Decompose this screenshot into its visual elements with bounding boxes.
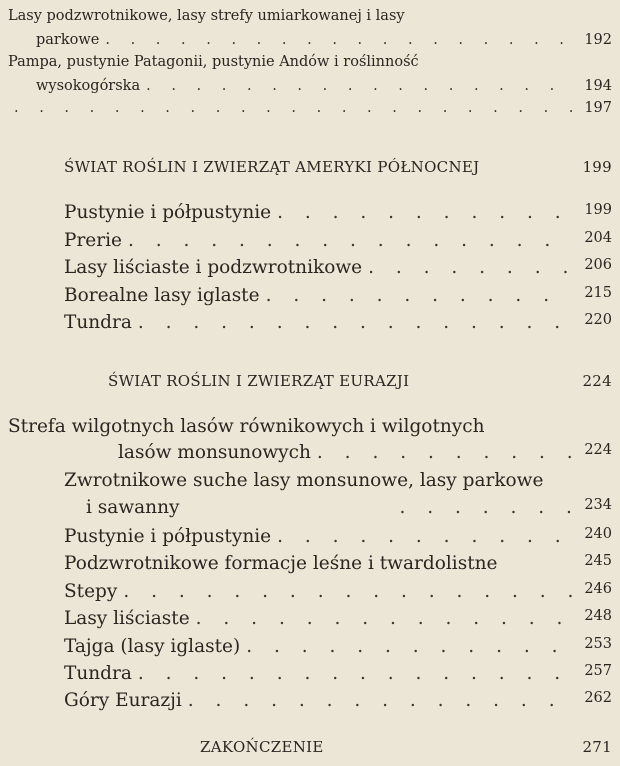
entry-title-line2: i sawanny bbox=[86, 497, 180, 518]
toc-entry bbox=[0, 663, 620, 684]
entry-title-line2: lasów monsunowych bbox=[118, 442, 311, 463]
dot-leader bbox=[277, 526, 572, 547]
page-number: 220 bbox=[584, 312, 612, 328]
dot-leader bbox=[128, 230, 572, 251]
dot-leader bbox=[123, 581, 572, 602]
dot-leader bbox=[196, 608, 572, 629]
dot-leader bbox=[266, 285, 572, 306]
dot-leader bbox=[277, 202, 572, 223]
page-number: 262 bbox=[584, 690, 612, 706]
dot-leader bbox=[138, 663, 572, 684]
toc-entry bbox=[0, 285, 620, 306]
entry-title: Tajga (lasy iglaste) bbox=[64, 636, 241, 657]
toc-entry bbox=[0, 257, 620, 278]
toc-entry-pampa bbox=[0, 54, 620, 70]
page-number: 215 bbox=[584, 285, 612, 301]
entry-title-line2: wysokogórska bbox=[36, 78, 141, 94]
section-title: ŚWIAT ROŚLIN I ZWIERZĄT EURAZJI bbox=[108, 372, 410, 390]
toc-entry-dry-forests bbox=[0, 470, 620, 491]
dot-leader bbox=[188, 690, 572, 711]
dot-leader bbox=[105, 32, 572, 48]
page-number: 246 bbox=[584, 581, 612, 597]
dot-leader bbox=[368, 257, 572, 278]
toc-entry-dry-forests-cont bbox=[0, 497, 620, 518]
entry-title-line1: Lasy podzwrotnikowe, lasy strefy umiarkowanej i lasy bbox=[8, 8, 405, 24]
toc-entry bbox=[0, 230, 620, 251]
toc-entry bbox=[0, 526, 620, 547]
toc-entry bbox=[0, 608, 620, 629]
entry-title-line1: Strefa wilgotnych lasów równikowych i wilgotnych bbox=[8, 416, 485, 437]
entry-title: Tundra bbox=[64, 312, 132, 333]
page-number: 248 bbox=[584, 608, 612, 624]
page-number: 257 bbox=[584, 663, 612, 679]
toc-entry bbox=[0, 581, 620, 602]
entry-title-line2: parkowe bbox=[36, 32, 100, 48]
page-number: 245 bbox=[584, 553, 612, 569]
entry-title: Stepy bbox=[64, 581, 118, 602]
dot-leader bbox=[246, 636, 572, 657]
toc-entry-ecosystems bbox=[0, 100, 620, 116]
toc-entry-wet-forests bbox=[0, 416, 620, 437]
dot-leader bbox=[317, 442, 572, 463]
toc-entry-subtropical-forests-cont bbox=[0, 32, 620, 48]
entry-title-line1: Zwrotnikowe suche lasy monsunowe, lasy parkowe bbox=[64, 470, 544, 491]
dot-leader bbox=[146, 78, 572, 94]
page-number: 224 bbox=[584, 442, 612, 458]
page-number: 271 bbox=[582, 738, 612, 756]
entry-title: Borealne lasy iglaste bbox=[64, 285, 260, 306]
page-number: 197 bbox=[584, 100, 612, 116]
toc-entry bbox=[0, 202, 620, 223]
entry-title: Podzwrotnikowe formacje leśne i twardolistne bbox=[64, 553, 498, 574]
dot-leader bbox=[138, 312, 572, 333]
entry-title: Lasy liściaste i podzwrotnikowe bbox=[64, 257, 363, 278]
entry-title: Pustynie i półpustynie bbox=[64, 202, 272, 223]
toc-entry-subtropical-forests bbox=[0, 8, 620, 24]
toc-entry bbox=[0, 553, 620, 574]
dot-leader bbox=[14, 100, 572, 116]
section-title: ŚWIAT ROŚLIN I ZWIERZĄT AMERYKI PÓŁNOCNEJ bbox=[64, 158, 480, 176]
page-number: 194 bbox=[584, 78, 612, 94]
page-number: 240 bbox=[584, 526, 612, 542]
page-number: 199 bbox=[582, 158, 612, 176]
toc-entry-wet-forests-cont bbox=[0, 442, 620, 463]
page-number: 192 bbox=[584, 32, 612, 48]
toc-entry bbox=[0, 312, 620, 333]
toc-entry bbox=[0, 636, 620, 657]
page-number: 206 bbox=[584, 257, 612, 273]
page-number: 224 bbox=[582, 372, 612, 390]
section-title: ZAKOŃCZENIE bbox=[200, 738, 324, 756]
entry-title: Pustynie i półpustynie bbox=[64, 526, 272, 547]
page-number: 199 bbox=[584, 202, 612, 218]
page-number: 234 bbox=[584, 497, 612, 513]
toc-entry-pampa-cont bbox=[0, 78, 620, 94]
entry-title: Góry Eurazji bbox=[64, 690, 182, 711]
entry-title: Tundra bbox=[64, 663, 132, 684]
toc-entry bbox=[0, 690, 620, 711]
entry-title: Prerie bbox=[64, 230, 122, 251]
entry-title: Lasy liściaste bbox=[64, 608, 190, 629]
dot-leader bbox=[399, 497, 572, 518]
page-number: 204 bbox=[584, 230, 612, 246]
page-number: 253 bbox=[584, 636, 612, 652]
entry-title-line1: Pampa, pustynie Patagonii, pustynie Andów i roślinność bbox=[8, 54, 419, 70]
